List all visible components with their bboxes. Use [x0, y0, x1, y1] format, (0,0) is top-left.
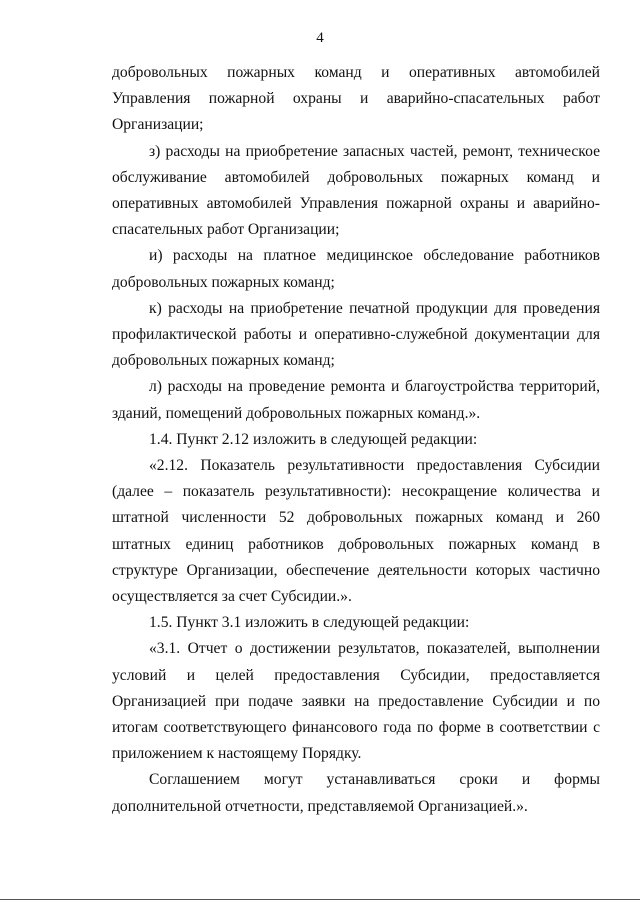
paragraph: добровольных пожарных команд и оперативных автомобилей Управления пожарной охраны и аварийно-спасательных работ Организации;: [112, 64, 600, 134]
paragraph: к) расходы на приобретение печатной продукции для проведения профилактической работы и оперативно-служебной документации для добровольных пожарных команд;: [112, 299, 600, 370]
paragraph: з) расходы на приобретение запасных частей, ремонт, техническое обслуживание автомобилей добровольных пожарных команд и оперативных автомобилей Управления пожарной охраны и аварийно-спасательных работ Организации;: [112, 142, 600, 239]
document-body: [112, 60, 600, 820]
paragraph: «2.12. Показатель результативности предоставления Субсидии (далее – показатель результативности): несокращение количества и штатной численности 52 добровольных пожарных команд и 260 штатных единиц работников добровольных пожарных команд в структуре Организации, обеспечение деятельности которых частично осуществляется за счет Субсидии.».: [112, 457, 600, 606]
paragraph: 1.4. Пункт 2.12 изложить в следующей редакции:: [149, 430, 478, 448]
paragraph: 1.5. Пункт 3.1 изложить в следующей редакции:: [149, 614, 470, 632]
page-number: 4: [316, 30, 324, 46]
paragraph: «3.1. Отчет о достижении результатов, показателей, выполнении условий и целей предоставления Субсидии, предоставляется Организацией при подаче заявки на предоставление Субсидии и по итогам соответствующего финансового года по форме в соответствии с приложением к настоящему Порядку.: [112, 640, 600, 763]
paragraph: л) расходы на проведение ремонта и благоустройства территорий, зданий, помещений добровольных пожарных команд.».: [112, 378, 600, 422]
paragraph: Соглашением могут устанавливаться сроки и формы дополнительной отчетности, представляемой Организацией.».: [112, 771, 600, 815]
page-bottom-edge: [0, 899, 640, 900]
paragraph: и) расходы на платное медицинское обследование работников добровольных пожарных команд;: [112, 247, 600, 291]
